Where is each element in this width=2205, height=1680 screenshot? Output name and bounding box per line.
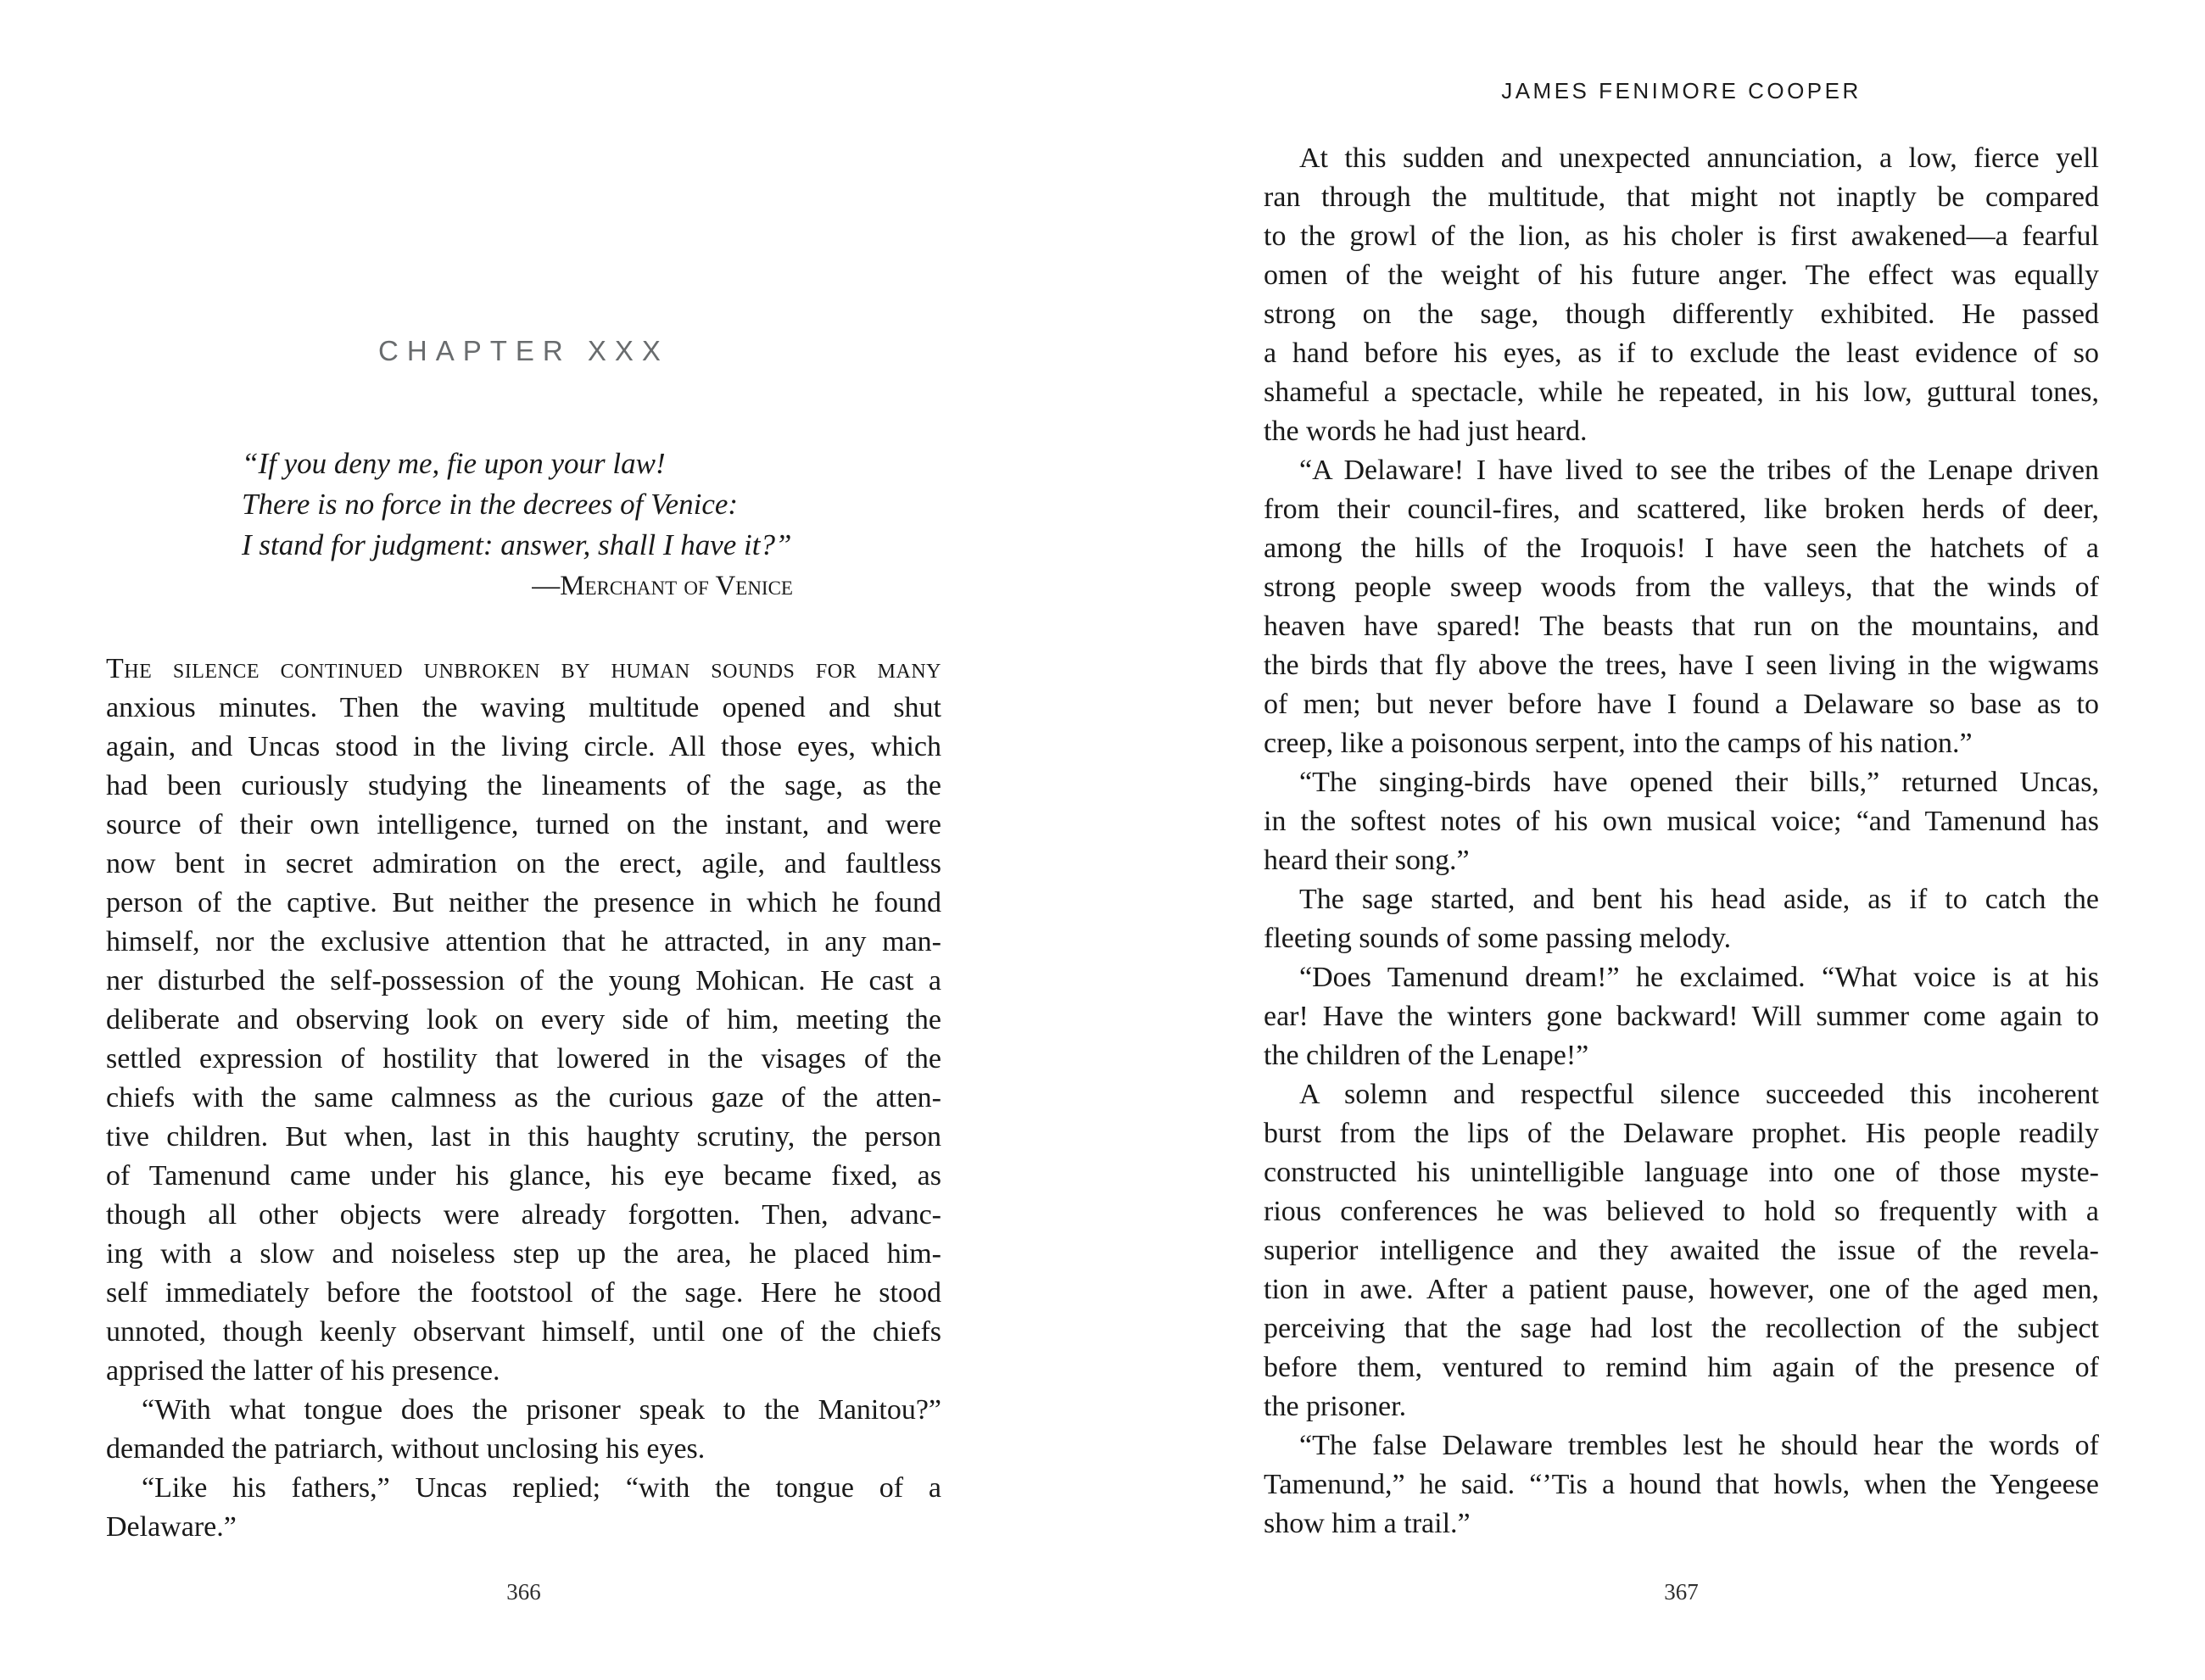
text-line: At this sudden and unexpected annunciation, a low, fierce yell [1299,142,2099,174]
text-line: the children of the Lenape!” [1264,1040,1589,1071]
text-line: strong people sweep woods from the valleys, that the winds of [1264,572,2099,603]
text-line: again, and Uncas stood in the living circle. All those eyes, which [106,731,941,762]
text-line: self immediately before the footstool of the sage. Here he stood [106,1277,941,1309]
text-line: A solemn and respectful silence succeeded this incoherent [1299,1079,2099,1110]
text-line: strong on the sage, though differently exhibited. He passed [1264,299,2099,330]
text-line: Tamenund,” he said. “’Tis a hound that howls, when the Yengeese [1264,1469,2099,1500]
text-line: apprised the latter of his presence. [106,1355,500,1387]
text-line: now bent in secret admiration on the erect, agile, and faultless [106,848,941,879]
text-line: himself, nor the exclusive attention that he attracted, in any man- [106,926,941,957]
text-line: anxious minutes. Then the waving multitude opened and shut [106,692,941,723]
text-line: from their council-fires, and scattered, like broken herds of deer, [1264,494,2099,525]
text-line: shameful a spectacle, while he repeated, in his low, guttural tones, [1264,377,2099,408]
text-line: had been curiously studying the lineaments of the sage, as the [106,770,941,801]
text-line: ing with a slow and noiseless step up the area, he placed him- [106,1238,941,1270]
text-line: ear! Have the winters gone backward! Will summer come again to [1264,1001,2099,1032]
text-line: ner disturbed the self-possession of the young Mohican. He cast a [106,965,941,996]
chapter-heading: CHAPTER XXX [378,335,669,366]
text-line: settled expression of hostility that lowered in the visages of the [106,1043,941,1074]
page-number-left: 366 [506,1579,541,1605]
text-line: “The singing-birds have opened their bills,” returned Uncas, [1299,767,2099,798]
text-line: in the softest notes of his own musical voice; “and Tamenund has [1264,806,2099,837]
text-line: Delaware.” [106,1511,237,1543]
text-line: ran through the multitude, that might not inaptly be compared [1264,181,2099,213]
text-line: “With what tongue does the prisoner speak to the Manitou?” [142,1394,941,1426]
text-line: a hand before his eyes, as if to exclude the least evidence of so [1264,338,2099,369]
text-line: perceiving that the sage had lost the recollection of the subject [1264,1313,2099,1344]
text-line: heaven have spared! The beasts that run on the mountains, and [1264,611,2099,642]
text-line: tive children. But when, last in this haughty scrutiny, the person [106,1121,941,1153]
text-line: to the growl of the lion, as his choler is first awakened—a fearful [1264,220,2099,252]
text-line: unnoted, though keenly observant himself, until one of the chiefs [106,1316,941,1348]
epigraph [242,444,827,606]
text-line: person of the captive. But neither the presence in which he found [106,887,941,918]
text-line: deliberate and observing look on every side of him, meeting the [106,1004,941,1035]
text-line: tion in awe. After a patient pause, however, one of the aged men, [1264,1274,2099,1305]
text-line: The silence continued unbroken by human sounds for many [106,653,941,684]
text-line: “A Delaware! I have lived to see the tribes of the Lenape driven [1299,455,2099,486]
text-line: “Does Tamenund dream!” he exclaimed. “What voice is at his [1299,962,2099,993]
text-line: the birds that fly above the trees, have I seen living in the wigwams [1264,650,2099,681]
epigraph-line: I stand for judgment: answer, shall I have it?” [242,528,792,561]
text-line: show him a trail.” [1264,1508,1471,1539]
text-line: chiefs with the same calmness as the curious gaze of the atten- [106,1082,941,1113]
left-page-body [106,650,941,1547]
text-line: demanded the patriarch, without unclosing his eyes. [106,1433,706,1465]
text-line: burst from the lips of the Delaware prophet. His people readily [1264,1118,2099,1149]
text-line: the words he had just heard. [1264,416,1588,447]
page-number-right: 367 [1664,1579,1699,1605]
text-line: creep, like a poisonous serpent, into the camps of his nation.” [1264,728,1973,759]
text-line: of Tamenund came under his glance, his eye became fixed, as [106,1160,941,1192]
text-line: among the hills of the Iroquois! I have seen the hatchets of a [1264,533,2099,564]
epigraph-line: “If you deny me, fie upon your law! [242,447,666,480]
epigraph-attribution: —Merchant of Venice [532,571,793,601]
text-line: The sage started, and bent his head aside, as if to catch the [1299,884,2099,915]
text-line: superior intelligence and they awaited the issue of the revela- [1264,1235,2099,1266]
text-line: constructed his unintelligible language into one of those myste- [1264,1157,2099,1188]
text-line: heard their song.” [1264,845,1470,876]
text-line: though all other objects were already forgotten. Then, advanc- [106,1199,941,1231]
text-line: of men; but never before have I found a Delaware so base as to [1264,689,2099,720]
text-line: rious conferences he was believed to hold so frequently with a [1264,1196,2099,1227]
right-page-body [1264,139,2099,1543]
text-line: fleeting sounds of some passing melody. [1264,923,1732,954]
text-line: omen of the weight of his future anger. The effect was equally [1264,260,2099,291]
running-header: JAMES FENIMORE COOPER [1501,78,1862,103]
text-line: source of their own intelligence, turned on the instant, and were [106,809,941,840]
text-line: “The false Delaware trembles lest he should hear the words of [1299,1430,2099,1461]
epigraph-line: There is no force in the decrees of Venice: [242,488,739,521]
text-line: before them, ventured to remind him again of the presence of [1264,1352,2099,1383]
text-line: the prisoner. [1264,1391,1407,1422]
text-line: “Like his fathers,” Uncas replied; “with the tongue of a [142,1472,941,1504]
